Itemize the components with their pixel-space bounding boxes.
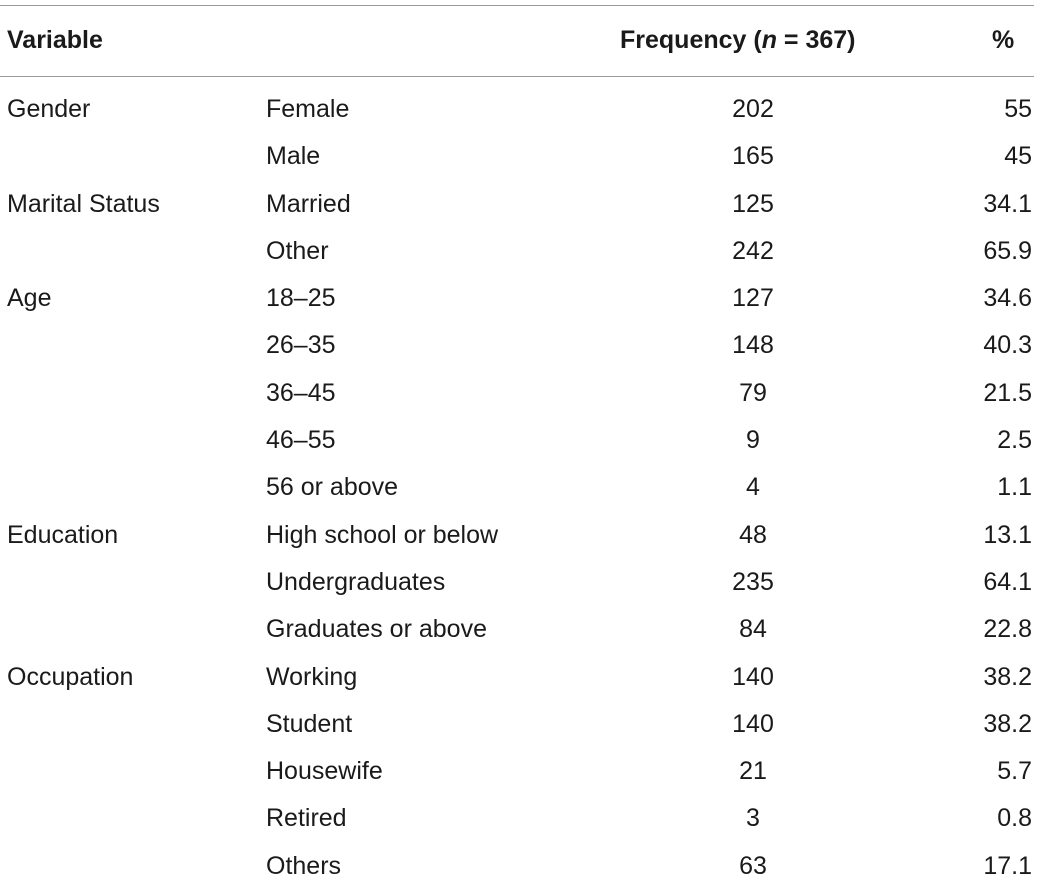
row-category: Student — [266, 709, 353, 738]
table-body — [0, 89, 1040, 893]
row-frequency: 9 — [746, 426, 760, 455]
header-frequency — [620, 26, 856, 55]
header-frequency-prefix: Frequency ( — [620, 26, 762, 54]
row-frequency: 242 — [732, 236, 774, 265]
table-row — [0, 515, 1040, 562]
table-row — [0, 562, 1040, 609]
row-percent: 0.8 — [997, 804, 1032, 833]
row-percent: 2.5 — [997, 426, 1032, 455]
table-row — [0, 373, 1040, 420]
row-percent: 22.8 — [983, 615, 1032, 644]
row-category: Female — [266, 95, 350, 123]
row-frequency: 125 — [732, 189, 774, 218]
row-category: Male — [266, 142, 321, 171]
table-row — [0, 136, 1040, 183]
row-category: 18–25 — [266, 284, 336, 313]
row-category: Married — [266, 189, 351, 218]
row-percent: 45 — [1004, 142, 1032, 171]
row-variable: Age — [7, 284, 52, 313]
row-frequency: 21 — [739, 757, 767, 786]
row-category: Working — [266, 662, 358, 691]
row-percent: 34.1 — [983, 189, 1032, 218]
row-category: 36–45 — [266, 378, 336, 407]
row-category: 26–35 — [266, 331, 336, 360]
row-frequency: 140 — [732, 662, 774, 691]
table-header-rule — [0, 76, 1034, 77]
row-percent: 65.9 — [983, 236, 1032, 265]
row-variable: Occupation — [7, 662, 134, 691]
row-frequency: 148 — [732, 331, 774, 360]
row-frequency: 3 — [746, 804, 760, 833]
table-row — [0, 657, 1040, 704]
table-row — [0, 798, 1040, 845]
row-category: Others — [266, 851, 342, 880]
row-category: High school or below — [266, 520, 499, 549]
row-variable: Education — [7, 520, 119, 549]
row-category: Housewife — [266, 757, 383, 786]
row-percent: 38.2 — [983, 662, 1032, 691]
row-frequency: 48 — [739, 520, 767, 549]
table-top-rule — [0, 5, 1034, 6]
table-row — [0, 609, 1040, 656]
row-percent: 5.7 — [997, 757, 1032, 786]
row-percent: 40.3 — [983, 331, 1032, 360]
table-row — [0, 231, 1040, 278]
row-frequency: 127 — [732, 284, 774, 313]
table-row — [0, 420, 1040, 467]
header-frequency-n: n — [761, 26, 777, 54]
header-frequency-suffix: = 367) — [776, 26, 856, 54]
table-row — [0, 184, 1040, 231]
row-category: Other — [266, 236, 329, 265]
row-frequency: 235 — [732, 567, 774, 596]
row-frequency: 202 — [732, 95, 774, 123]
row-category: Graduates or above — [266, 615, 487, 644]
row-category: Retired — [266, 804, 347, 833]
row-frequency: 140 — [732, 709, 774, 738]
table-row — [0, 467, 1040, 514]
row-category: 56 or above — [266, 473, 399, 502]
row-percent: 21.5 — [983, 378, 1032, 407]
row-frequency: 84 — [739, 615, 767, 644]
header-variable: Variable — [7, 26, 103, 54]
row-frequency: 63 — [739, 851, 767, 880]
row-percent: 55 — [1004, 95, 1032, 123]
row-frequency: 4 — [746, 473, 760, 502]
header-percent: % — [992, 26, 1015, 54]
row-percent: 64.1 — [983, 567, 1032, 596]
row-frequency: 79 — [739, 378, 767, 407]
row-percent: 13.1 — [983, 520, 1032, 549]
table-row — [0, 325, 1040, 372]
table-row — [0, 704, 1040, 751]
row-category: 46–55 — [266, 426, 336, 455]
row-variable: Gender — [7, 95, 91, 123]
table-row — [0, 278, 1040, 325]
row-category: Undergraduates — [266, 567, 446, 596]
row-frequency: 165 — [732, 142, 774, 171]
row-percent: 34.6 — [983, 284, 1032, 313]
row-percent: 17.1 — [983, 851, 1032, 880]
row-percent: 38.2 — [983, 709, 1032, 738]
table-row — [0, 89, 1040, 136]
row-variable: Marital Status — [7, 189, 160, 218]
row-percent: 1.1 — [997, 473, 1032, 502]
table-header-row — [0, 26, 1040, 60]
table-row — [0, 751, 1040, 798]
